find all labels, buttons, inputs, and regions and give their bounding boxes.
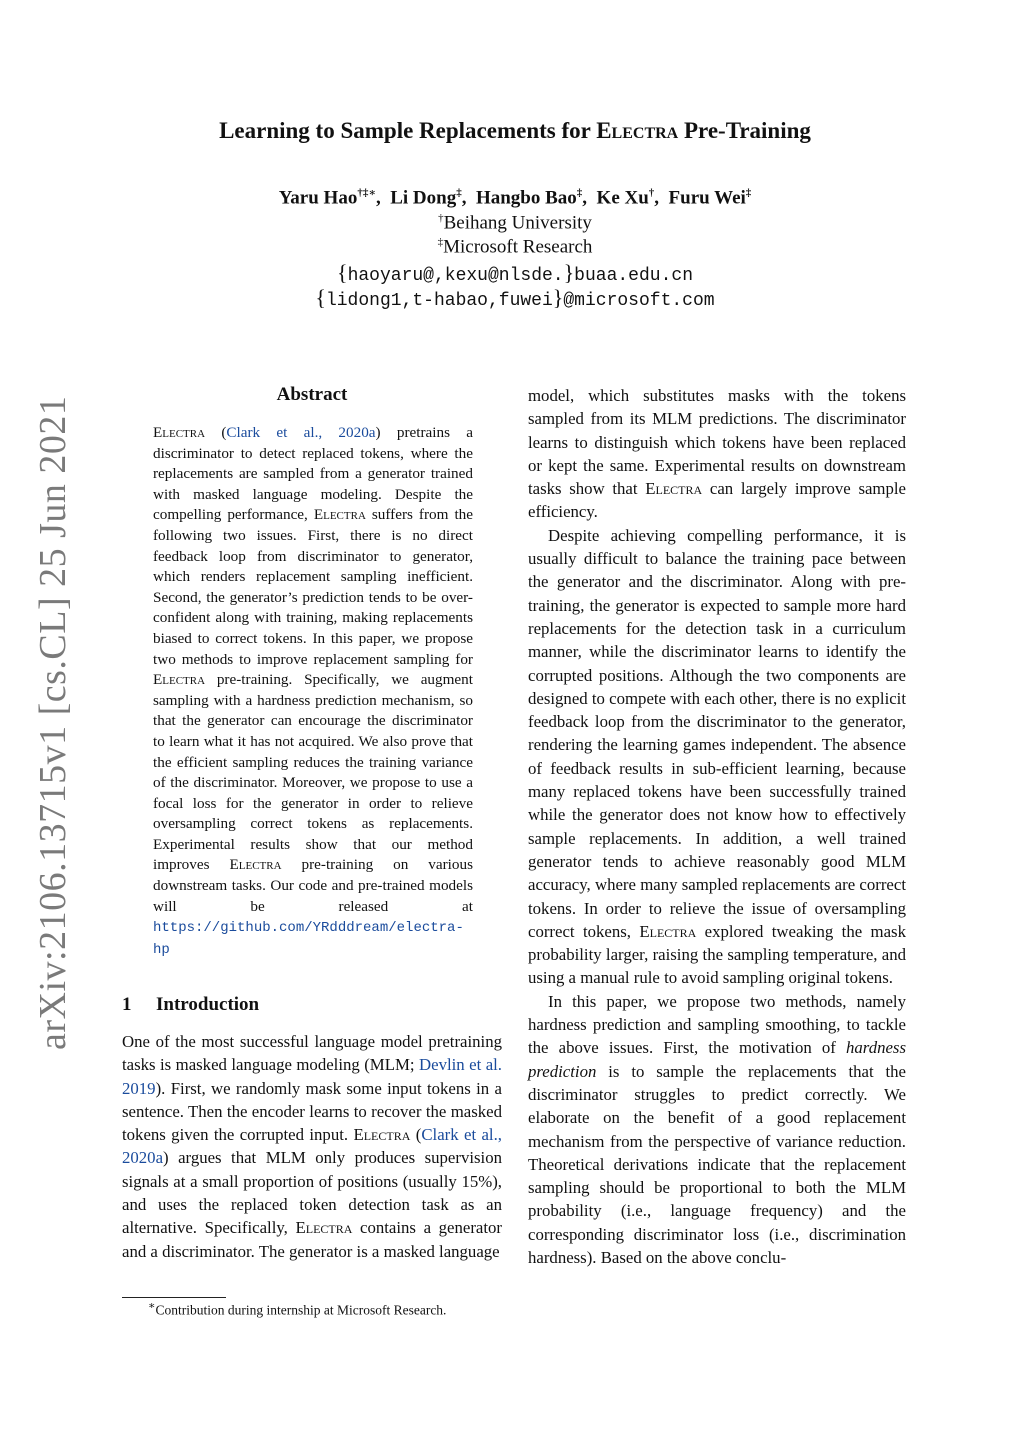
email-beihang: {haoyaru@,kexu@nlsde.}buaa.edu.cn: [337, 260, 693, 286]
section-heading-introduction: 1 Introduction: [122, 994, 260, 1015]
code-url-link[interactable]: https://github.com/YRdddream/electra-hp: [153, 920, 464, 958]
affiliation-beihang: †Beihang University: [438, 212, 592, 234]
author: Ke Xu: [596, 187, 649, 209]
right-column-body: model, which substitutes masks with the tokens sampled from its MLM predictions. The discriminator learns to distinguish which tokens have been replaced or kept the same. Experimental results on downstream tasks show that Electra can largely improve sample efficiency. Despite achieving compelling performance, it is usually difficult to balance the training pace between the generator and the discriminator. Along with pre-training, the generator is expected to sample more hard replacements for the detection task in a curriculum manner, while the discriminator learns to identify the corrupted positions. Although the two components are designed to compete with each other, there is no explicit feedback loop from the discriminator to the generator, rendering the learning games independent. The absence of feedback results in sub-efficient learning, because many replaced tokens have been successfully trained while the generator does not know how to effectively sample replacements. In addition, a well trained generator tends to achieve reasonably good MLM accuracy, where many sampled replacements are correct tokens. In order to relieve the issue of oversampling correct tokens, Electra explored tweaking the mask probability larger, raising the sampling temperature, and using a manual rule to avoid sampling original tokens. In this paper, we propose two methods, namely hardness prediction and sampling smoothing, to tackle the above issues. First, the motivation of hardness prediction is to sample the replacements that the discriminator struggles to predict correctly. We elaborate on the benefit of a good replacement mechanism from the perspective of variance reduction. Theoretical derivations indicate that the replacement sampling should be proportional to both the MLM probability (i.e., language frequency) and the corresponding discriminator loss (i.e., discrimination hardness). Based on the above conclu-: [528, 386, 906, 1267]
abstract-heading: Abstract: [276, 384, 348, 405]
arxiv-identifier: arXiv:2106.13715v1 [cs.CL] 25 Jun 2021: [32, 395, 74, 1050]
email-microsoft: {lidong1,t-habao,fuwei}@microsoft.com: [315, 285, 715, 311]
author: Hangbo Bao: [475, 187, 577, 209]
author-list: Yaru Hao†‡∗, Li Dong‡, Hangbo Bao‡, Ke Xu†, Furu Wei‡: [278, 187, 752, 209]
author: Li Dong: [390, 187, 457, 209]
abstract-body: Electra (Clark et al., 2020a) pretrains a discriminator to detect replaced tokens, where the replacements are sampled from a generator trained with masked language modeling. Despite the compelling performance, Electra suffers from the following two issues. First, there is no direct feedback loop from discriminator to generator, which renders replacement sampling inefficient. Second, the generator’s prediction tends to be over-confident along with training, making replacements biased to correct tokens. In this paper, we propose two methods to improve replacement sampling for Electra pre-training. Specifically, we augment sampling with a hardness prediction mechanism, so that the generator can encourage the discriminator to learn what it has not acquired. We also prove that the efficient sampling reduces the training variance of the discriminator. Moreover, we propose to use a focal loss for the generator in order to relieve oversampling correct tokens as replacements. Experimental results show that our method improves Electra pre-training on various downstream tasks. Our code and pre-trained models will be released at https://github.com/YRdddream/electra-hp: [153, 424, 474, 958]
citation-link[interactable]: Devlin et al. 2019: [122, 1055, 503, 1098]
author: Furu Wei: [668, 187, 746, 209]
author: Yaru Hao: [278, 187, 358, 209]
footnote-rule: [122, 1297, 226, 1298]
citation-link[interactable]: Clark et al., 2020a: [122, 1125, 502, 1168]
affiliation-microsoft: ‡Microsoft Research: [437, 236, 593, 258]
introduction-body: One of the most successful language model pretraining tasks is masked language modeling (MLM; Devlin et al. 2019). First, we randomly mask some input tokens in a sentence. Then the encoder learns to recover the masked tokens given the corrupted input. Electra (Clark et al., 2020a) argues that MLM only produces supervision signals at a small proportion of positions (usually 15%), and uses the replaced token detection task as an alternative. Specifically, Electra contains a generator and a discriminator. The generator is a masked language: [122, 1032, 503, 1261]
footnote: ∗Contribution during internship at Microsoft Research.: [148, 1300, 447, 1318]
citation-link[interactable]: Clark et al., 2020a: [226, 424, 376, 441]
paper-title: Learning to Sample Replacements for Electra Pre-Training: [219, 118, 811, 143]
